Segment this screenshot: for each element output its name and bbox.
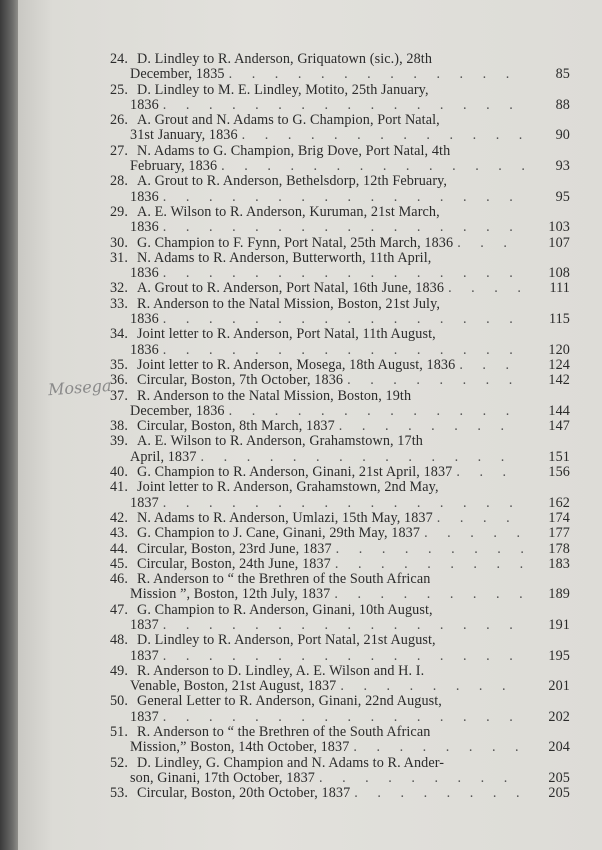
entry-title-line: G. Champion to R. Anderson, Ginani, 10th August,: [137, 602, 433, 618]
dot-leader: [457, 236, 524, 251]
entry-title-line: D. Lindley to R. Anderson, Griquatown (sic.), 28th: [137, 52, 433, 67]
entry-page-number: 115: [548, 311, 570, 328]
entry-title-line: 1836: [130, 342, 159, 358]
contents-entry: [90, 358, 570, 373]
dot-leader: [163, 343, 524, 358]
entry-title-line: A. E. Wilson to R. Anderson, Kuruman, 21st March,: [137, 204, 440, 220]
entry-title-line: A. E. Wilson to R. Anderson, Grahamstown, 17th: [137, 434, 423, 450]
entry-page-number: 174: [548, 509, 570, 526]
entry-title-line: 1836: [130, 220, 159, 236]
dot-leader: [354, 786, 524, 801]
entry-number: 29.: [109, 203, 128, 220]
entry-number: 44.: [109, 540, 128, 557]
dot-leader: [229, 67, 524, 82]
entry-title-line: 1837: [130, 617, 159, 633]
dot-leader: [334, 587, 524, 602]
entry-number: 30.: [109, 234, 128, 251]
entry-page-number: 205: [548, 769, 570, 786]
entry-title-line: G. Champion to R. Anderson, Ginani, 21st April, 1837: [137, 465, 453, 481]
entry-number: 25.: [109, 81, 128, 98]
contents-entry: [90, 83, 570, 114]
entry-page-number: 124: [548, 356, 570, 373]
entry-title-line: N. Adams to R. Anderson, Umlazi, 15th May, 1837: [137, 510, 433, 526]
entry-title-line: December, 1835: [130, 67, 225, 83]
contents-entry: [90, 389, 570, 420]
entry-number: 34.: [109, 326, 128, 343]
entry-number: 51.: [109, 724, 128, 741]
contents-entry: [90, 511, 570, 526]
entry-title-line: Mission ”, Boston, 12th July, 1837: [130, 587, 331, 603]
entry-number: 35.: [109, 356, 128, 373]
contents-entry: [90, 526, 570, 541]
contents-entry: [90, 327, 570, 358]
dot-leader: [336, 542, 524, 557]
entry-number: 49.: [109, 662, 128, 679]
entry-page-number: 178: [548, 540, 570, 557]
dot-leader: [424, 526, 524, 541]
contents-entry: [90, 205, 570, 236]
entry-page-number: 205: [548, 785, 570, 802]
contents-entry: [90, 251, 570, 282]
entry-title-line: A. Grout to R. Anderson, Bethelsdorp, 12th February,: [137, 174, 448, 190]
entry-title-line: 31st January, 1836: [130, 128, 238, 144]
entry-number: 50.: [109, 693, 128, 710]
dot-leader: [163, 496, 524, 511]
entry-title-line: Joint letter to R. Anderson, Grahamstown, 2nd May,: [137, 480, 439, 496]
entry-number: 38.: [109, 418, 128, 435]
dot-leader: [163, 618, 524, 633]
contents-entry: [90, 465, 570, 480]
entry-number: 28.: [109, 173, 128, 190]
contents-entry: [90, 52, 570, 83]
dot-leader: [242, 128, 524, 143]
contents-entry: [90, 603, 570, 634]
entry-title-line: R. Anderson to the Natal Mission, Boston, 21st July,: [137, 296, 441, 312]
contents-entry: [90, 434, 570, 465]
entry-title-line: Mission,” Boston, 14th October, 1837: [130, 740, 350, 756]
entry-title-line: A. Grout to R. Anderson, Port Natal, 16th June, 1836: [137, 281, 445, 297]
entry-title-line: Circular, Boston, 8th March, 1837: [137, 419, 335, 435]
contents-entry: [90, 786, 570, 801]
contents-entry: [90, 236, 570, 251]
entry-page-number: 177: [548, 525, 570, 542]
entry-page-number: 103: [548, 219, 570, 236]
entry-number: 33.: [109, 295, 128, 312]
dot-leader: [163, 98, 524, 113]
contents-entry: [90, 297, 570, 328]
entry-page-number: 183: [548, 555, 570, 572]
dot-leader: [163, 266, 524, 281]
entry-page-number: 85: [555, 66, 570, 83]
entry-page-number: 144: [548, 402, 570, 419]
entry-title-line: April, 1837: [130, 449, 197, 465]
entry-number: 42.: [109, 509, 128, 526]
dot-leader: [163, 649, 524, 664]
entry-title-line: 1837: [130, 648, 159, 664]
entry-title-line: R. Anderson to D. Lindley, A. E. Wilson and H. I.: [137, 663, 425, 679]
entry-number: 24.: [109, 51, 128, 67]
dot-leader: [353, 740, 524, 755]
contents-entry: [90, 756, 570, 787]
dot-leader: [201, 450, 524, 465]
entry-page-number: 151: [548, 448, 570, 465]
contents-entry: [90, 113, 570, 144]
entry-page-number: 204: [548, 739, 570, 756]
entry-number: 46.: [109, 571, 128, 588]
entry-page-number: 107: [548, 234, 570, 251]
entry-title-line: 1836: [130, 189, 159, 205]
dot-leader: [163, 190, 524, 205]
entry-number: 45.: [109, 555, 128, 572]
entry-page-number: 95: [555, 188, 570, 205]
entry-title-line: General Letter to R. Anderson, Ginani, 22nd August,: [137, 694, 442, 710]
entry-number: 47.: [109, 601, 128, 618]
entry-title-line: N. Adams to R. Anderson, Butterworth, 11th April,: [137, 250, 432, 266]
dot-leader: [456, 465, 524, 480]
entry-title-line: Circular, Boston, 20th October, 1837: [137, 786, 351, 802]
handwritten-marginalia: Mosega: [47, 375, 113, 400]
dot-leader: [221, 159, 524, 174]
entry-page-number: 191: [548, 616, 570, 633]
book-page: [18, 0, 602, 850]
contents-entry: [90, 419, 570, 434]
entry-title-line: Circular, Boston, 24th June, 1837: [137, 556, 331, 572]
entry-title-line: D. Lindley to R. Anderson, Port Natal, 21st August,: [137, 633, 436, 649]
entry-page-number: 162: [548, 494, 570, 511]
entry-number: 39.: [109, 433, 128, 450]
entry-page-number: 142: [548, 372, 570, 389]
entry-title-line: 1837: [130, 709, 159, 725]
entry-number: 27.: [109, 142, 128, 159]
entry-title-line: February, 1836: [130, 159, 218, 175]
entry-page-number: 147: [548, 418, 570, 435]
entry-page-number: 195: [548, 647, 570, 664]
dot-leader: [339, 419, 524, 434]
entry-title-line: son, Ginani, 17th October, 1837: [130, 770, 315, 786]
entry-number: 32.: [109, 280, 128, 297]
entry-title-line: Circular, Boston, 23rd June, 1837: [137, 541, 332, 557]
contents-entry: [90, 572, 570, 603]
entry-title-line: A. Grout and N. Adams to G. Champion, Port Natal,: [137, 113, 440, 129]
entry-title-line: 1836: [130, 312, 159, 328]
dot-leader: [229, 404, 524, 419]
dot-leader: [347, 373, 524, 388]
dot-leader: [437, 511, 524, 526]
entry-title-line: G. Champion to F. Fynn, Port Natal, 25th March, 1836: [137, 235, 454, 251]
dot-leader: [335, 557, 524, 572]
contents-entry: [90, 557, 570, 572]
entry-title-line: D. Lindley, G. Champion and N. Adams to R. Ander-: [137, 755, 445, 771]
entry-title-line: D. Lindley to M. E. Lindley, Motito, 25th January,: [137, 82, 429, 98]
entry-number: 26.: [109, 112, 128, 129]
entry-page-number: 90: [555, 127, 570, 144]
entry-title-line: N. Adams to G. Champion, Brig Dove, Port Natal, 4th: [137, 143, 451, 159]
contents-entry: [90, 480, 570, 511]
entry-title-line: R. Anderson to “ the Brethren of the South African: [137, 725, 431, 741]
entry-title-line: R. Anderson to the Natal Mission, Boston, 19th: [137, 388, 412, 404]
contents-entry: [90, 144, 570, 175]
entry-number: 43.: [109, 525, 128, 542]
entry-page-number: 108: [548, 265, 570, 282]
entry-number: 52.: [109, 754, 128, 771]
book-binding: [0, 0, 18, 850]
entry-number: 48.: [109, 632, 128, 649]
contents-entry: [90, 373, 570, 388]
entry-page-number: 189: [548, 586, 570, 603]
entry-number: 36.: [109, 372, 128, 389]
entry-title-line: 1836: [130, 97, 159, 113]
dot-leader: [163, 710, 524, 725]
entry-page-number: 156: [548, 464, 570, 481]
entry-number: 53.: [109, 785, 128, 802]
contents-entry: [90, 694, 570, 725]
entry-title-line: G. Champion to J. Cane, Ginani, 29th May, 1837: [137, 526, 421, 542]
entry-page-number: 120: [548, 341, 570, 358]
contents-entry: [90, 664, 570, 695]
entry-number: 41.: [109, 479, 128, 496]
contents-entry: [90, 281, 570, 296]
entry-number: 37.: [109, 387, 128, 404]
contents-entry: [90, 725, 570, 756]
contents-entry: [90, 542, 570, 557]
entry-title-line: December, 1836: [130, 403, 225, 419]
entry-title-line: 1836: [130, 266, 159, 282]
entry-title-line: Circular, Boston, 7th October, 1836: [137, 373, 344, 389]
entry-number: 40.: [109, 464, 128, 481]
entry-page-number: 201: [548, 678, 570, 695]
dot-leader: [319, 771, 524, 786]
dot-leader: [163, 312, 524, 327]
dot-leader: [459, 358, 524, 373]
entry-title-line: Venable, Boston, 21st August, 1837: [130, 679, 337, 695]
entry-title-line: Joint letter to R. Anderson, Mosega, 18th August, 1836: [137, 357, 456, 373]
entry-page-number: 88: [555, 96, 570, 113]
dot-leader: [448, 281, 524, 296]
entry-title-line: Joint letter to R. Anderson, Port Natal, 11th August,: [137, 327, 436, 343]
contents-entry: [90, 174, 570, 205]
entry-page-number: 202: [548, 708, 570, 725]
dot-leader: [340, 679, 524, 694]
entry-title-line: 1837: [130, 495, 159, 511]
contents-list: [90, 52, 570, 802]
dot-leader: [163, 220, 524, 235]
entry-title-line: R. Anderson to “ the Brethren of the South African: [137, 572, 431, 588]
entry-page-number: 111: [549, 280, 570, 297]
entry-number: 31.: [109, 249, 128, 266]
contents-entry: [90, 633, 570, 664]
entry-page-number: 93: [555, 158, 570, 175]
